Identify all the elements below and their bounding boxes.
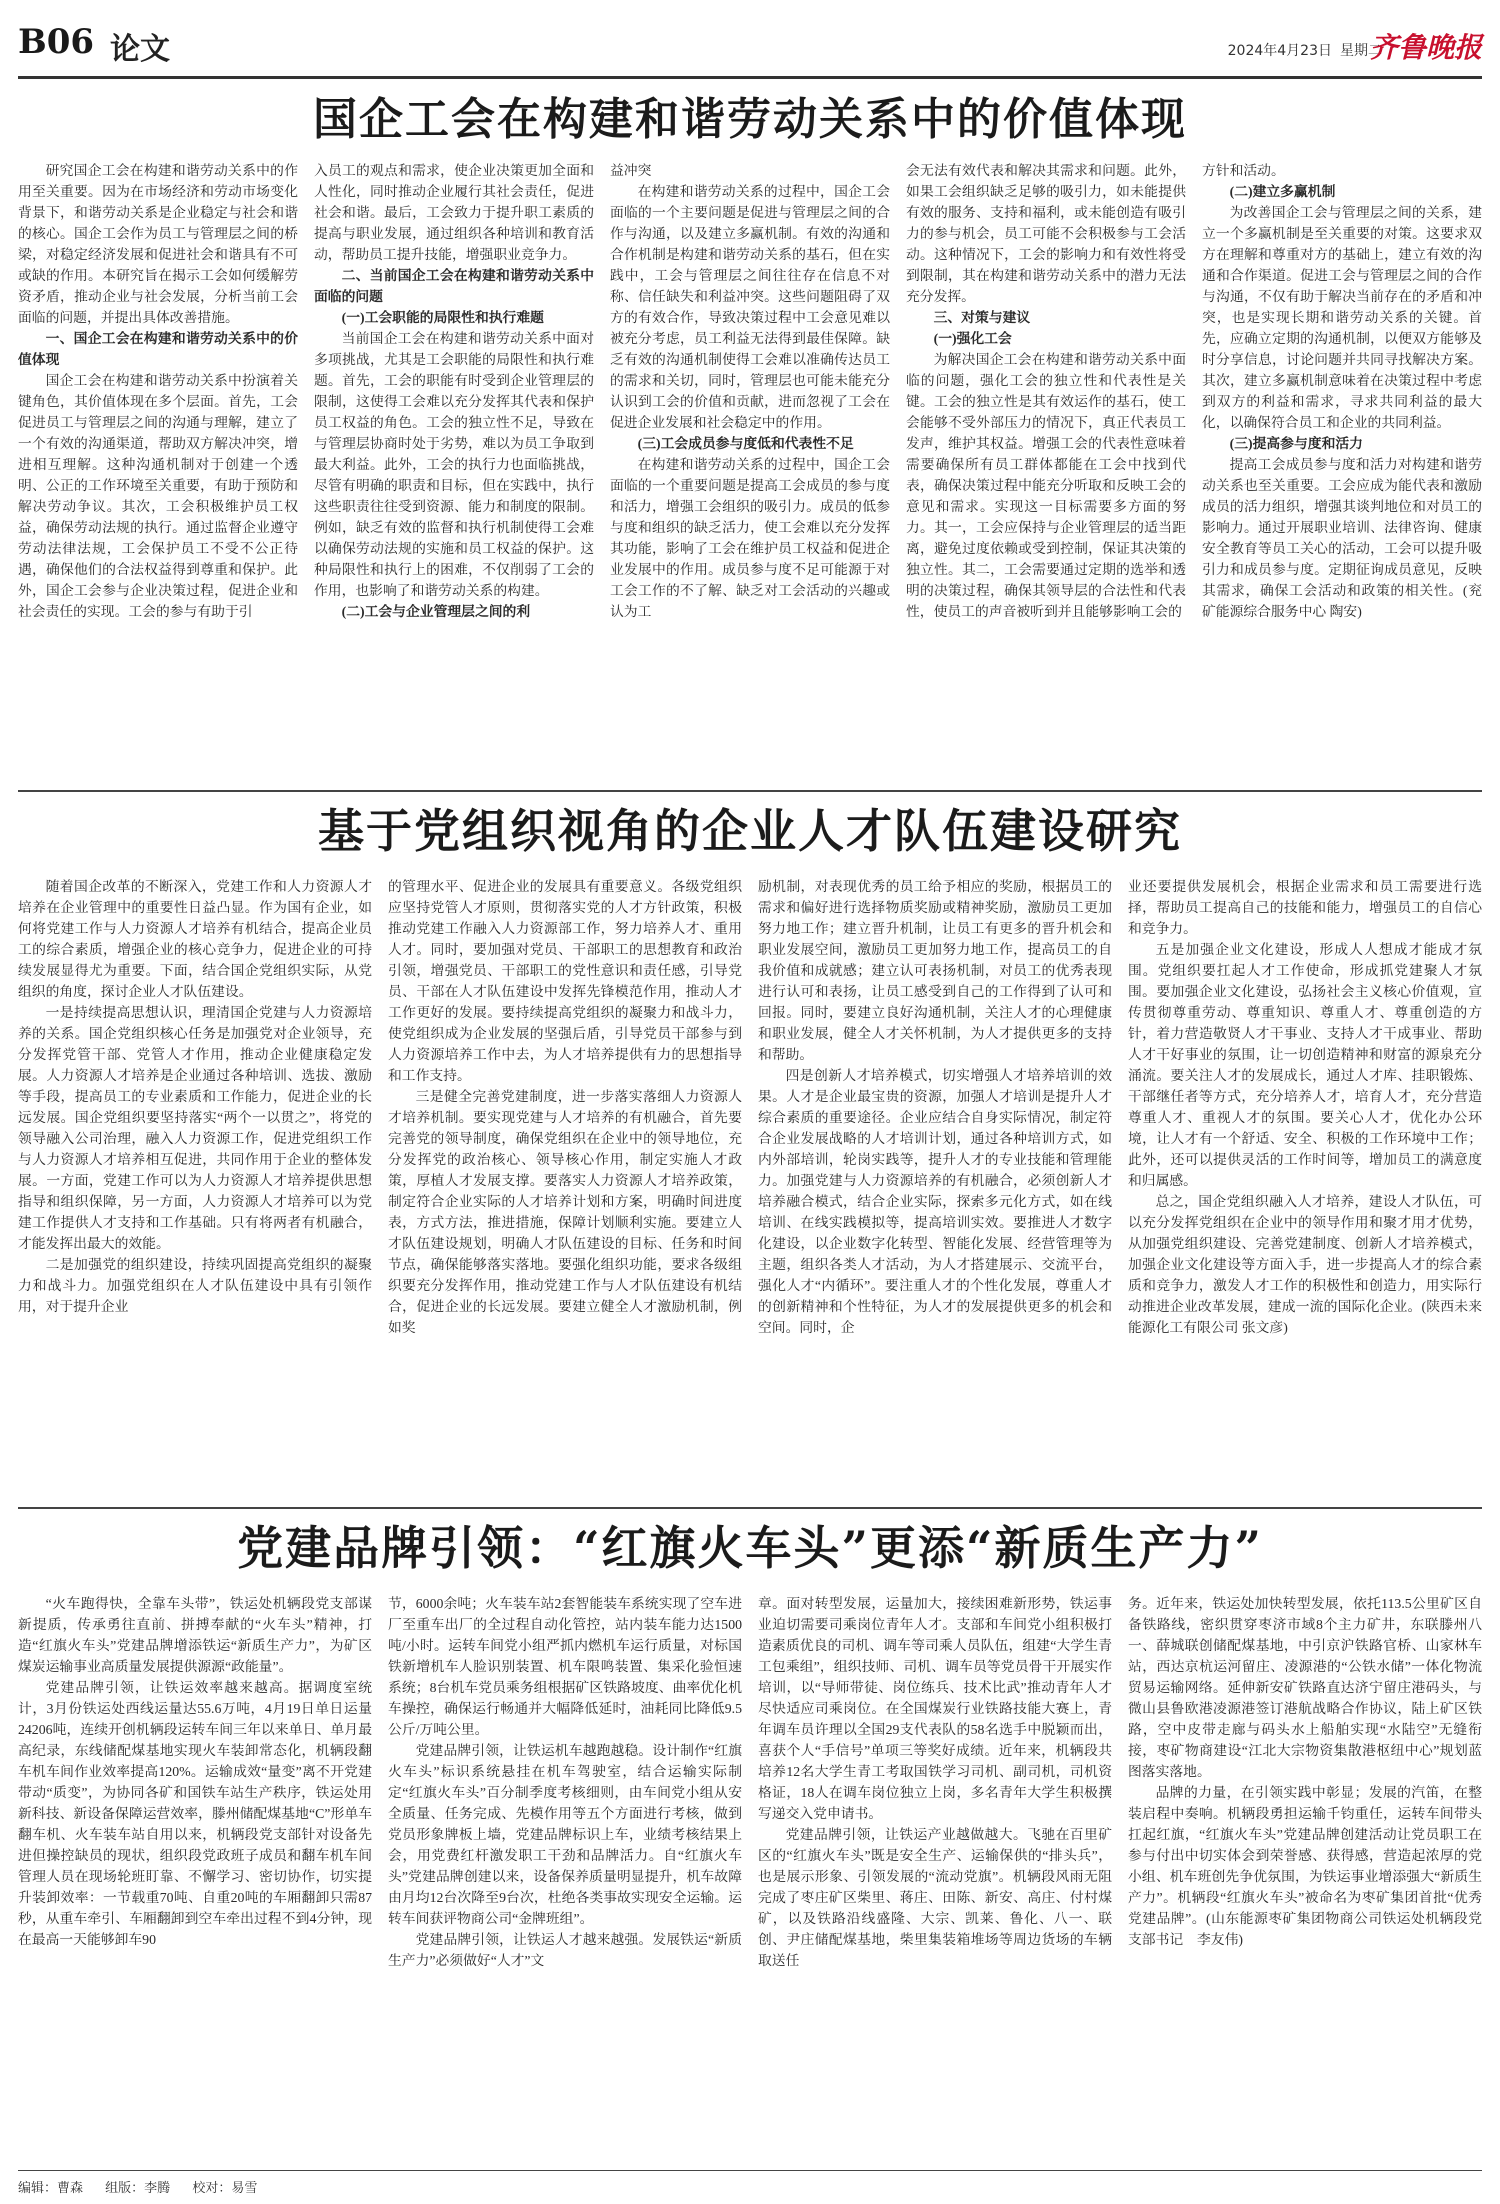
paragraph: 一是持续提高思想认识，理清国企党建与人力资源培养的关系。国企党组织核心任务是加强党对企业领导，充分发挥党管干部、党管人才作用，推动企业健康稳定发展。人力资源人才培养是企业通过各种培训、选拔、激励等手段，提高员工的专业素质和工作能力，促进企业的长远发展。国企党组织要坚持落实“两个一以贯之”，将党的领导融入公司治理，融入人力资源工作，促进党组织工作与人力资源人才培养相互促进，共同作用于企业的整体发展。一方面，党建工作可以为人力资源人才培养提供思想指导和组织保障，另一方面，人力资源人才培养可以为党建工作提供人才支持和工作基础。只有将两者有机融合，才能发挥出最大的效能。: [18, 1005, 372, 1251]
text-column: [758, 876, 1112, 1498]
subheading: 三、对策与建议: [933, 310, 1031, 325]
article-divider: [18, 1507, 1482, 1509]
subheading: 一、国企工会在构建和谐劳动关系中的价值体现: [18, 331, 298, 367]
paragraph: 在构建和谐劳动关系的过程中，国企工会面临的一个主要问题是促进与管理层之间的合作与沟通，以及建立多赢机制。有效的沟通和合作机制是构建和谐劳动关系的基石，但在实践中，工会与管理层之间往往存在信息不对称、信任缺失和利益冲突。这些问题阻碍了双方的有效合作，导致决策过程中工会意见难以被充分考虑，员工利益无法得到最佳保障。缺乏有效的沟通机制使得工会难以准确传达员工的需求和关切，同时，管理层也可能未能充分认识到工会的价值和贡献，进而忽视了工会在促进企业发展和社会稳定中的作用。: [610, 184, 890, 430]
article-1: [18, 88, 1482, 788]
paragraph: 为改善国企工会与管理层之间的关系，建立一个多赢机制是至关重要的对策。这要求双方在理解和尊重对方的基础上，建立有效的沟通和合作渠道。促进工会与管理层之间的合作与沟通，不仅有助于解决当前存在的矛盾和冲突，也是实现长期和谐劳动关系的关键。首先，应确立定期的沟通机制，以便双方能够及时分享信息，讨论问题并共同寻找解决方案。其次，建立多赢机制意味着在决策过程中考虑到双方的利益和需求，寻求共同利益的最大化，以确保符合员工和企业的共同利益。: [1202, 205, 1482, 430]
text-column: [388, 1593, 742, 2161]
page-footer: [18, 2170, 1482, 2196]
paragraph: 当前国企工会在构建和谐劳动关系中面对多项挑战，尤其是工会职能的局限性和执行难题。首先，工会的职能有时受到企业管理层的限制，这使得工会难以充分发挥其代表和保护员工权益的角色。工会的独立性不足，导致在与管理层协商时处于劣势，难以为员工争取到最大利益。此外，工会的执行力也面临挑战，尽管有明确的职责和目标，但在实践中，执行这些职责往往受到资源、能力和制度的限制。例如，缺乏有效的监督和执行机制使得工会难以确保劳动法规的实施和员工权益的保护。这种局限性和执行上的困难，不仅削弱了工会的作用，也影响了和谐劳动关系的构建。: [314, 331, 594, 598]
subheading: (二)工会与企业管理层之间的利: [341, 604, 531, 619]
text-column: [906, 160, 1186, 776]
paragraph: “火车跑得快，全靠车头带”，铁运处机辆段党支部谋新提质，传承勇往直前、拼搏奉献的“火车头”精神，打造“红旗火车头”党建品牌增添铁运“新质生产力”，为矿区煤炭运输事业高质量发展提供源源“政能量”。: [18, 1596, 372, 1674]
article-3-headline: 党建品牌引领：“红旗火车头”更添“新质生产力”: [237, 1521, 1263, 1575]
subheading: (一)强化工会: [933, 331, 1012, 346]
issue-date: 2024年4月23日: [1227, 43, 1332, 59]
text-column: [314, 160, 594, 776]
text-column: [18, 160, 298, 776]
article-2-body: [18, 876, 1482, 1498]
paragraph: 业还要提供发展机会，根据企业需求和员工需要进行选择，帮助员工提高自己的技能和能力，增强员工的自信心和竞争力。: [1128, 879, 1482, 936]
paragraph: 提高工会成员参与度和活力对构建和谐劳动关系也至关重要。工会应成为能代表和激励成员的活力组织，增强其谈判地位和对员工的影响力。通过开展职业培训、法律咨询、健康安全教育等员工关心的活动，工会可以提升吸引力和成员参与度。定期征询成员意见，反映其需求，确保工会活动和政策的相关性。(兖矿能源综合服务中心 陶安): [1202, 457, 1482, 619]
layout-credit: 组版：李腾: [105, 2181, 171, 2196]
issue-weekday: 星期二: [1340, 43, 1382, 59]
page-number: B06: [18, 22, 95, 62]
section-title: 论文: [110, 32, 170, 67]
paragraph: 品牌的力量，在引领实践中彰显；发展的汽笛，在整装启程中奏响。机辆段勇担运输千钧重任，运转车间带头扛起红旗，“红旗火车头”党建品牌创建活动让党员职工在参与付出中切实体会到荣誉感、获得感，营造起浓厚的党小组、机车班创先争优氛围，为铁运事业增添强大“新质生产力”。机辆段“红旗火车头”被命名为枣矿集团首批“优秀党建品牌”。(山东能源枣矿集团物商公司铁运处机辆段党支部书记 李友伟): [1128, 1785, 1482, 1947]
paragraph: 在构建和谐劳动关系的过程中，国企工会面临的一个重要问题是提高工会成员的参与度和活力，增强工会组织的吸引力。成员的低参与度和组织的缺乏活力，使工会难以充分发挥其功能，影响了工会在维护员工权益和促进企业发展中的作用。成员参与度不足可能源于对工会工作的不了解、缺乏对工会活动的兴趣或认为工: [610, 457, 890, 619]
paragraph: 二是加强党的组织建设，持续巩固提高党组织的凝聚力和战斗力。加强党组织在人才队伍建设中具有引领作用，对于提升企业: [18, 1257, 372, 1314]
paragraph: 党建品牌引领，让铁运产业越做越大。飞驰在百里矿区的“红旗火车头”既是安全生产、运输保供的“排头兵”，也是展示形象、引领发展的“流动党旗”。机辆段风雨无阻完成了枣庄矿区柴里、蒋庄、田陈、新安、高庄、付村煤矿，以及铁路沿线盛隆、大宗、凯莱、鲁化、八一、联创、尹庄储配煤基地，柴里集装箱堆场等周边货场的车辆取送任: [758, 1827, 1112, 1968]
text-column: [610, 160, 890, 776]
paragraph: 为解决国企工会在构建和谐劳动关系中面临的问题，强化工会的独立性和代表性是关键。工会的独立性是其有效运作的基石，使工会能够不受外部压力的情况下，真正代表员工发声，维护其权益。增强工会的代表性意味着需要确保所有员工群体都能在工会中找到代表，确保决策过程中能充分听取和反映工会的意见和需求。实现这一目标需要多方面的努力。其一，工会应保持与企业管理层的适当距离，避免过度依赖或受到控制，保证其决策的独立性。其二，工会需要通过定期的选举和透明的决策过程，确保其领导层的合法性和代表性，使员工的声音被听到并且能够影响工会的: [906, 352, 1186, 619]
paragraph: 党建品牌引领，让铁运效率越来越高。据调度室统计，3月份铁运处西线运量达55.6万吨，4月19日单日运量24206吨，连续开创机辆段运转车间三年以来单日、单月最高纪录，东线储配煤基地实现火车装卸常态化，机辆段翻车机车间作业效率提高120%。运输成效“量变”离不开党建带动“质变”，为协同各矿和国铁车站生产秩序，铁运处用新科技、新设备保障运营效率，滕州储配煤基地“C”形单车翻车机、火车装车站自用以来，机辆段党支部针对设备先进但操控缺员的现状，组织段党政班子成员和翻车机车间管理人员在现场轮班盯靠、不懈学习、密切协作，切实提升装卸效率：一节载重70吨、自重20吨的车厢翻卸只需87秒，从重车牵引、车厢翻卸到空车牵出过程不到4分钟，现在最高一天能够卸车90: [18, 1680, 372, 1947]
paragraph: 会无法有效代表和解决其需求和问题。此外，如果工会组织缺乏足够的吸引力，如未能提供有效的服务、支持和福利，或未能创造有吸引力的参与机会，员工可能不会积极参与工会活动。这种情况下，工会的影响力和有效性将受到限制，其在构建和谐劳动关系中的潜力无法充分发挥。: [906, 163, 1186, 304]
paragraph: 章。面对转型发展，运量加大，接续困难新形势，铁运事业迫切需要司乘岗位青年人才。支部和车间党小组积极打造素质优良的司机、调车等司乘人员队伍，组建“大学生青工包乘组”，组织技师、司机、调车员等党员骨干开展实作培训，以“导师带徒、岗位练兵、技术比武”推动青年人才尽快适应司乘岗位。在全国煤炭行业铁路技能大赛上，青年调车员许理以全国29支代表队的58名选手中脱颖而出，喜获个人“手信号”单项三等奖好成绩。近年来，机辆段共培养12名大学生青工考取国铁学习司机、副司机，司机资格证，18人在调车岗位独立上岗，多名青年大学生积极撰写递交入党申请书。: [758, 1596, 1112, 1821]
text-column: [18, 1593, 372, 2161]
text-column: [1128, 1593, 1482, 2161]
subheading: (二)建立多赢机制: [1229, 184, 1336, 199]
paragraph: 益冲突: [610, 163, 652, 178]
subheading: (三)工会成员参与度低和代表性不足: [637, 436, 854, 451]
paragraph: 方针和活动。: [1202, 163, 1285, 178]
text-column: [18, 876, 372, 1498]
subheading: (一)工会职能的局限性和执行难题: [341, 310, 544, 325]
editor-credit: 编辑：曹森: [18, 2181, 84, 2196]
paragraph: 务。近年来，铁运处加快转型发展，依托113.5公里矿区自备铁路线，密织贯穿枣济市域8个主力矿井，东联滕州八一、薛城联创储配煤基地，中引京沪铁路官桥、山家林车站，西达京杭运河留庄、凌源港的“公铁水储”一体化物流贸易运输网络。延伸新安矿铁路直达济宁留庄港码头，与微山县鲁欧港凌源港签订港航战略合作协议，陆上矿区铁路，空中皮带走廊与码头水上船舶实现“水陆空”无缝衔接，枣矿物商建设“江北大宗物资集散港枢纽中心”规划蓝图落实落地。: [1128, 1596, 1482, 1779]
paragraph: 的管理水平、促进企业的发展具有重要意义。各级党组织应坚持党管人才原则，贯彻落实党的人才方针政策，积极推动党建工作融入人力资源部工作，努力培养人才、重用人才。同时，要加强对党员、干部职工的思想教育和政治引领，增强党员、干部职工的党性意识和责任感，引导党员、干部在人才队伍建设中发挥先锋模范作用，推动人才工作更好的发展。要持续提高党组织的凝聚力和战斗力，使党组织成为企业发展的坚强后盾，引导党员干部参与到人力资源培养工作中去，为人才培养提供有力的思想指导和工作支持。: [388, 879, 742, 1083]
article-divider: [18, 790, 1482, 792]
paragraph: 国企工会在构建和谐劳动关系中扮演着关键角色，其价值体现在多个层面。首先，工会促进员工与管理层之间的沟通与理解，建立了一个有效的沟通渠道，帮助双方解决冲突，增进相互理解。这种沟通机制对于创建一个透明、公正的工作环境至关重要，有助于预防和解决劳动争议。其次，工会积极维护员工权益，确保劳动法规的执行。通过监督企业遵守劳动法律法规，工会保护员工不受不公正待遇，确保他们的合法权益得到尊重和保护。此外，国企工会参与企业决策过程，促进企业和社会责任的实现。工会的参与有助于引: [18, 373, 298, 619]
newspaper-logo: 齐鲁晚报: [1369, 31, 1482, 64]
article-3: [18, 1517, 1482, 2167]
paragraph: 入员工的观点和需求，使企业决策更加全面和人性化，同时推动企业履行其社会责任，促进社会和谐。最后，工会致力于提升职工素质的提高与职业发展，通过组织各种培训和教育活动，帮助员工提升技能，增强职业竞争力。: [314, 163, 594, 262]
paragraph: 党建品牌引领，让铁运机车越跑越稳。设计制作“红旗火车头”标识系统悬挂在机车驾驶室，结合运输实际制定“红旗火车头”百分制季度考核细则，由车间党小组从安全质量、任务完成、先模作用等五个方面进行考核，做到党员形象牌板上墙，党建品牌标识上车，业绩考核结果上会，用党费红杆激发职工干劲和品牌活力。自“红旗火车头”党建品牌创建以来，设备保养质量明显提升，机车故障由月均12台次降至9台次，杜绝各类事故实现安全运输。运转车间获评物商公司“金牌班组”。: [388, 1743, 742, 1926]
paragraph: 励机制，对表现优秀的员工给予相应的奖励，根据员工的需求和偏好进行选择物质奖励或精神奖励，激励员工更加努力地工作；建立晋升机制，让员工有更多的晋升机会和职业发展空间，激励员工更加努力地工作，提高员工的自我价值和成就感；建立认可表扬机制，对员工的优秀表现进行认可和表扬，让员工感受到自己的工作得到了认可和回报。同时，要建立良好沟通机制，关注人才的心理健康和职业发展，健全人才关怀机制，为人才提供更多的支持和帮助。: [758, 879, 1112, 1062]
subheading: (三)提高参与度和活力: [1229, 436, 1363, 451]
proof-credit: 校对：易雪: [192, 2181, 258, 2196]
text-column: [1128, 876, 1482, 1498]
paragraph: 四是创新人才培养模式，切实增强人才培养培训的效果。人才是企业最宝贵的资源，加强人才培训是提升人才综合素质的重要途径。企业应结合自身实际情况，制定符合企业发展战略的人才培训计划，通过各种培训方式，如内外部培训，轮岗实践等，提升人才的专业技能和管理能力。加强党建与人力资源培养的有机融合，必须创新人才培养融合模式，结合企业实际，探索多元化方式，如在线培训、在线实践模拟等，提高培训实效。要推进人才数字化建设，以企业数字化转型、智能化发展、经营管理等为主题，组织各类人才活动，为人才搭建展示、交流平台，强化人才“内循环”。要注重人才的个性化发展，尊重人才的创新精神和个性特征，为人才的发展提供更多的机会和空间。同时，企: [758, 1068, 1112, 1335]
paragraph: 节，6000余吨；火车装车站2套智能装车系统实现了空车进厂至重车出厂的全过程自动化管控，站内装车能力达1500吨/小时。运转车间党小组严抓内燃机车运行质量，对标国铁新增机车人脸识别装置、机车限鸣装置、集采化验恒速系统；8台机车党员乘务组根据矿区铁路坡度、曲率优化机车操控，确保运行畅通并大幅降低延时，油耗同比降低9.5公斤/万吨公里。: [388, 1596, 742, 1737]
paragraph: 总之，国企党组织融入人才培养，建设人才队伍，可以充分发挥党组织在企业中的领导作用和聚才用才优势，从加强党组织建设、完善党建制度、创新人才培养模式，加强企业文化建设等方面入手，进一步提高人才的综合素质和竞争力，激发人才工作的积极性和创造力，用实际行动推进企业改革发展，建成一流的国际化企业。(陕西未来能源化工有限公司 张文彦): [1128, 1194, 1482, 1335]
article-1-body: [18, 160, 1482, 776]
paragraph: 党建品牌引领，让铁运人才越来越强。发展铁运“新质生产力”必须做好“人才”文: [388, 1932, 742, 1968]
paragraph: 五是加强企业文化建设，形成人人想成才能成才氛围。党组织要扛起人才工作使命，形成抓党建聚人才氛围。要加强企业文化建设，弘扬社会主义核心价值观，宣传贯彻尊重劳动、尊重知识、尊重人才、尊重创造的方针，着力营造敬贤人才干事业、支持人才干成事业、帮助人才干好事业的氛围，让一切创造精神和财富的源泉充分涌流。要关注人才的发展成长，通过人才库、挂职锻炼、干部继任者等方式，充分培养人才，培育人才，充分营造尊重人才、重视人才的氛围。要关心人才，优化办公环境，让人才有一个舒适、安全、积极的工作环境中工作；此外，还可以提供灵活的工作时间等，增加员工的满意度和归属感。: [1128, 942, 1482, 1188]
text-column: [1202, 160, 1482, 776]
paragraph: 研究国企工会在构建和谐劳动关系中的作用至关重要。因为在市场经济和劳动市场变化背景下，和谐劳动关系是企业稳定与社会和谐的核心。国企工会作为员工与管理层之间的桥梁，对稳定经济发展和促进社会和谐具有不可或缺的作用。本研究旨在揭示工会如何缓解劳资矛盾，推动企业与社会发展，分析当前工会面临的问题，并提出具体改善措施。: [18, 163, 298, 325]
page-header: [18, 18, 1482, 79]
text-column: [388, 876, 742, 1498]
article-3-body: [18, 1593, 1482, 2161]
article-2-headline: 基于党组织视角的企业人才队伍建设研究: [318, 804, 1182, 858]
article-2: [18, 800, 1482, 1500]
paragraph: 随着国企改革的不断深入，党建工作和人力资源人才培养在企业管理中的重要性日益凸显。作为国有企业，如何将党建工作与人力资源人才培养有机结合，提高企业员工的综合素质，增强企业的核心竞争力，促进企业的可持续发展显得尤为重要。下面，结合国企党组织实际，从党组织的角度，探讨企业人才队伍建设。: [18, 879, 372, 999]
article-1-headline: 国企工会在构建和谐劳动关系中的价值体现: [313, 94, 1187, 145]
subheading: 二、当前国企工会在构建和谐劳动关系中面临的问题: [314, 268, 594, 304]
text-column: [758, 1593, 1112, 2161]
paragraph: 三是健全完善党建制度，进一步落实落细人力资源人才培养机制。要实现党建与人才培养的有机融合，首先要完善党的领导制度，确保党组织在企业中的领导地位，充分发挥党的政治核心、领导核心作用，制定实施人才政策，厚植人才发展支撑。要落实人力资源人才培养政策，制定符合企业实际的人才培养计划和方案，明确时间进度表，方式方法，推进措施，保障计划顺利实施。要建立人才队伍建设规划，明确人才队伍建设的目标、任务和时间节点，确保能够落实落地。要强化组织功能，要求各级组织要充分发挥作用，推动党建工作与人才队伍建设有机结合，促进企业的长远发展。要建立健全人才激励机制，例如奖: [388, 1089, 742, 1335]
